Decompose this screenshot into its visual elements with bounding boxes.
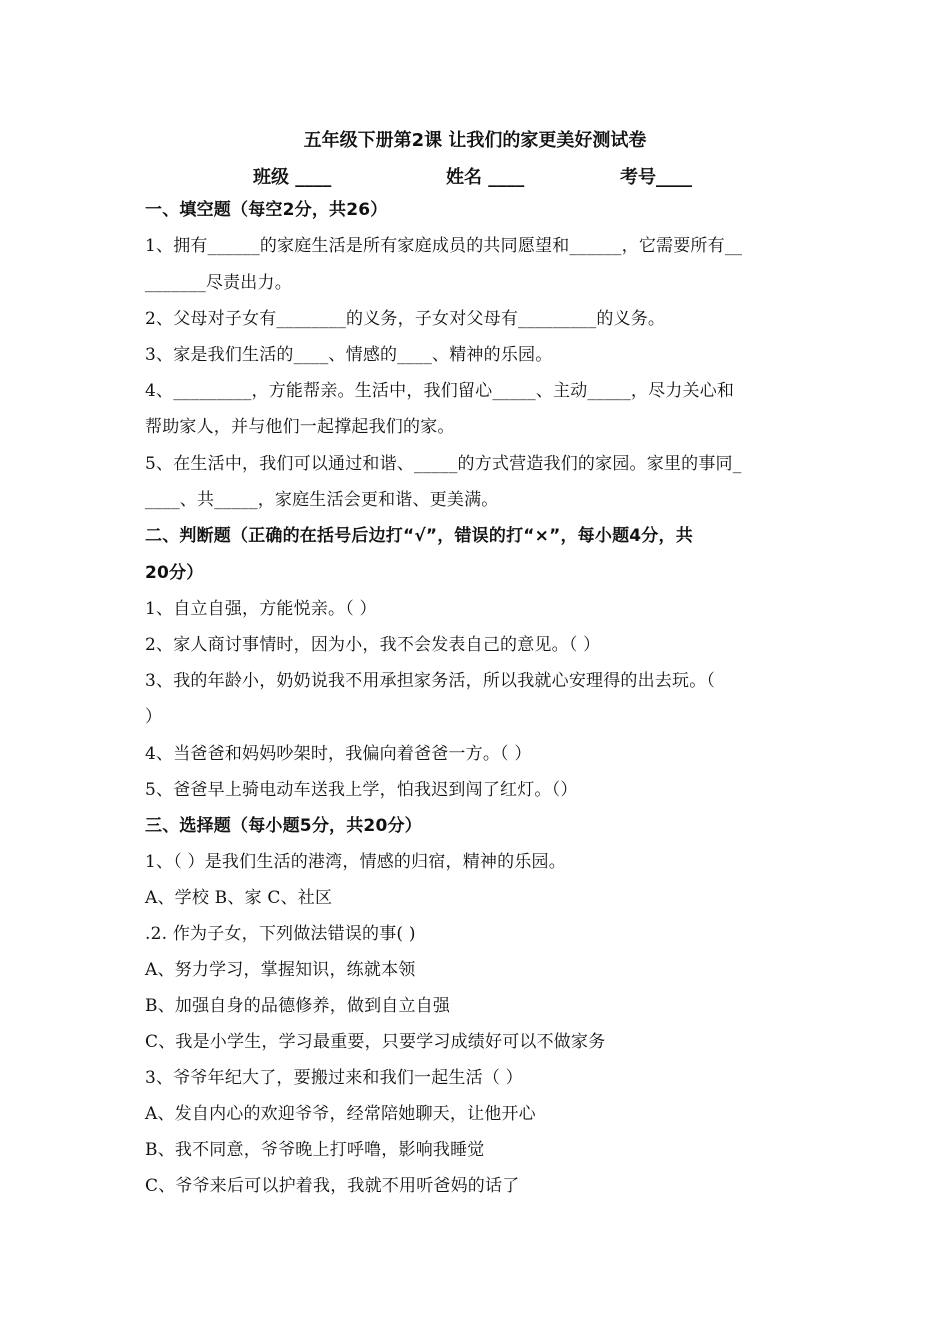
option-line: A、学校 B、家 C、社区	[145, 888, 333, 908]
option-line: C、我是小学生，学习最重要，只要学习成绩好可以不做家务	[145, 1032, 606, 1052]
question-line: _______尽责出力。	[145, 273, 292, 293]
question-line: 帮助家人，并与他们一起撑起我们的家。	[145, 417, 455, 437]
exam-title: 五年级下册第2课 让我们的家更美好测试卷	[303, 130, 647, 151]
number-field: 考号____	[620, 167, 692, 188]
section-heading-true-false: 二、判断题（正确的在括号后边打“√”，错误的打“×”，每小题4分，共	[145, 526, 693, 546]
option-line: C、爷爷来后可以护着我，我就不用听爸妈的话了	[145, 1176, 520, 1196]
class-field: 班级 ____	[253, 167, 332, 188]
option-line: A、发自内心的欢迎爷爷，经常陪她聊天，让他开心	[145, 1104, 536, 1124]
question-line: 3、爷爷年纪大了，要搬过来和我们一起生活（ ）	[145, 1068, 523, 1088]
question-line: 1、自立自强，方能悦亲。（ ）	[145, 599, 377, 619]
section-heading-true-false-cont: 20分）	[145, 563, 204, 583]
section-heading-fill-blank: 一、填空题（每空2分，共26）	[145, 200, 388, 220]
name-field: 姓名 ____	[446, 167, 525, 188]
question-line: 1、（ ）是我们生活的港湾，情感的归宿，精神的乐园。	[145, 852, 566, 872]
question-line: ）	[145, 707, 163, 727]
question-line: 4、当爸爸和妈妈吵架时，我偏向着爸爸一方。（ ）	[145, 744, 532, 764]
question-line: .2. 作为子女，下列做法错误的事( )	[145, 924, 416, 944]
option-line: B、加强自身的品德修养，做到自立自强	[145, 996, 451, 1016]
question-line: 3、家是我们生活的____、情感的____、精神的乐园。	[145, 345, 553, 365]
question-line: 2、父母对子女有________的义务，子女对父母有_________的义务。	[145, 309, 666, 329]
section-heading-multiple-choice: 三、选择题（每小题5分，共20分）	[145, 816, 422, 836]
option-line: A、努力学习，掌握知识，练就本领	[145, 960, 416, 980]
option-line: B、我不同意，爷爷晚上打呼噜，影响我睡觉	[145, 1140, 485, 1160]
question-line: 4、_________，方能帮亲。生活中，我们留心_____、主动_____，尽力关心和	[145, 381, 735, 401]
question-line: 5、爸爸早上骑电动车送我上学，怕我迟到闯了红灯。（）	[145, 780, 578, 800]
question-line: 2、家人商讨事情时，因为小，我不会发表自己的意见。（ ）	[145, 635, 601, 655]
question-line: 3、我的年龄小，奶奶说我不用承担家务活，所以我就心安理得的出去玩。（	[145, 671, 716, 691]
question-line: ____、共_____，家庭生活会更和谐、更美满。	[145, 490, 499, 510]
question-line: 5、在生活中，我们可以通过和谐、_____的方式营造我们的家园。家里的事同_	[145, 454, 742, 474]
question-line: 1、拥有______的家庭生活是所有家庭成员的共同愿望和______，它需要所有__	[145, 236, 743, 256]
